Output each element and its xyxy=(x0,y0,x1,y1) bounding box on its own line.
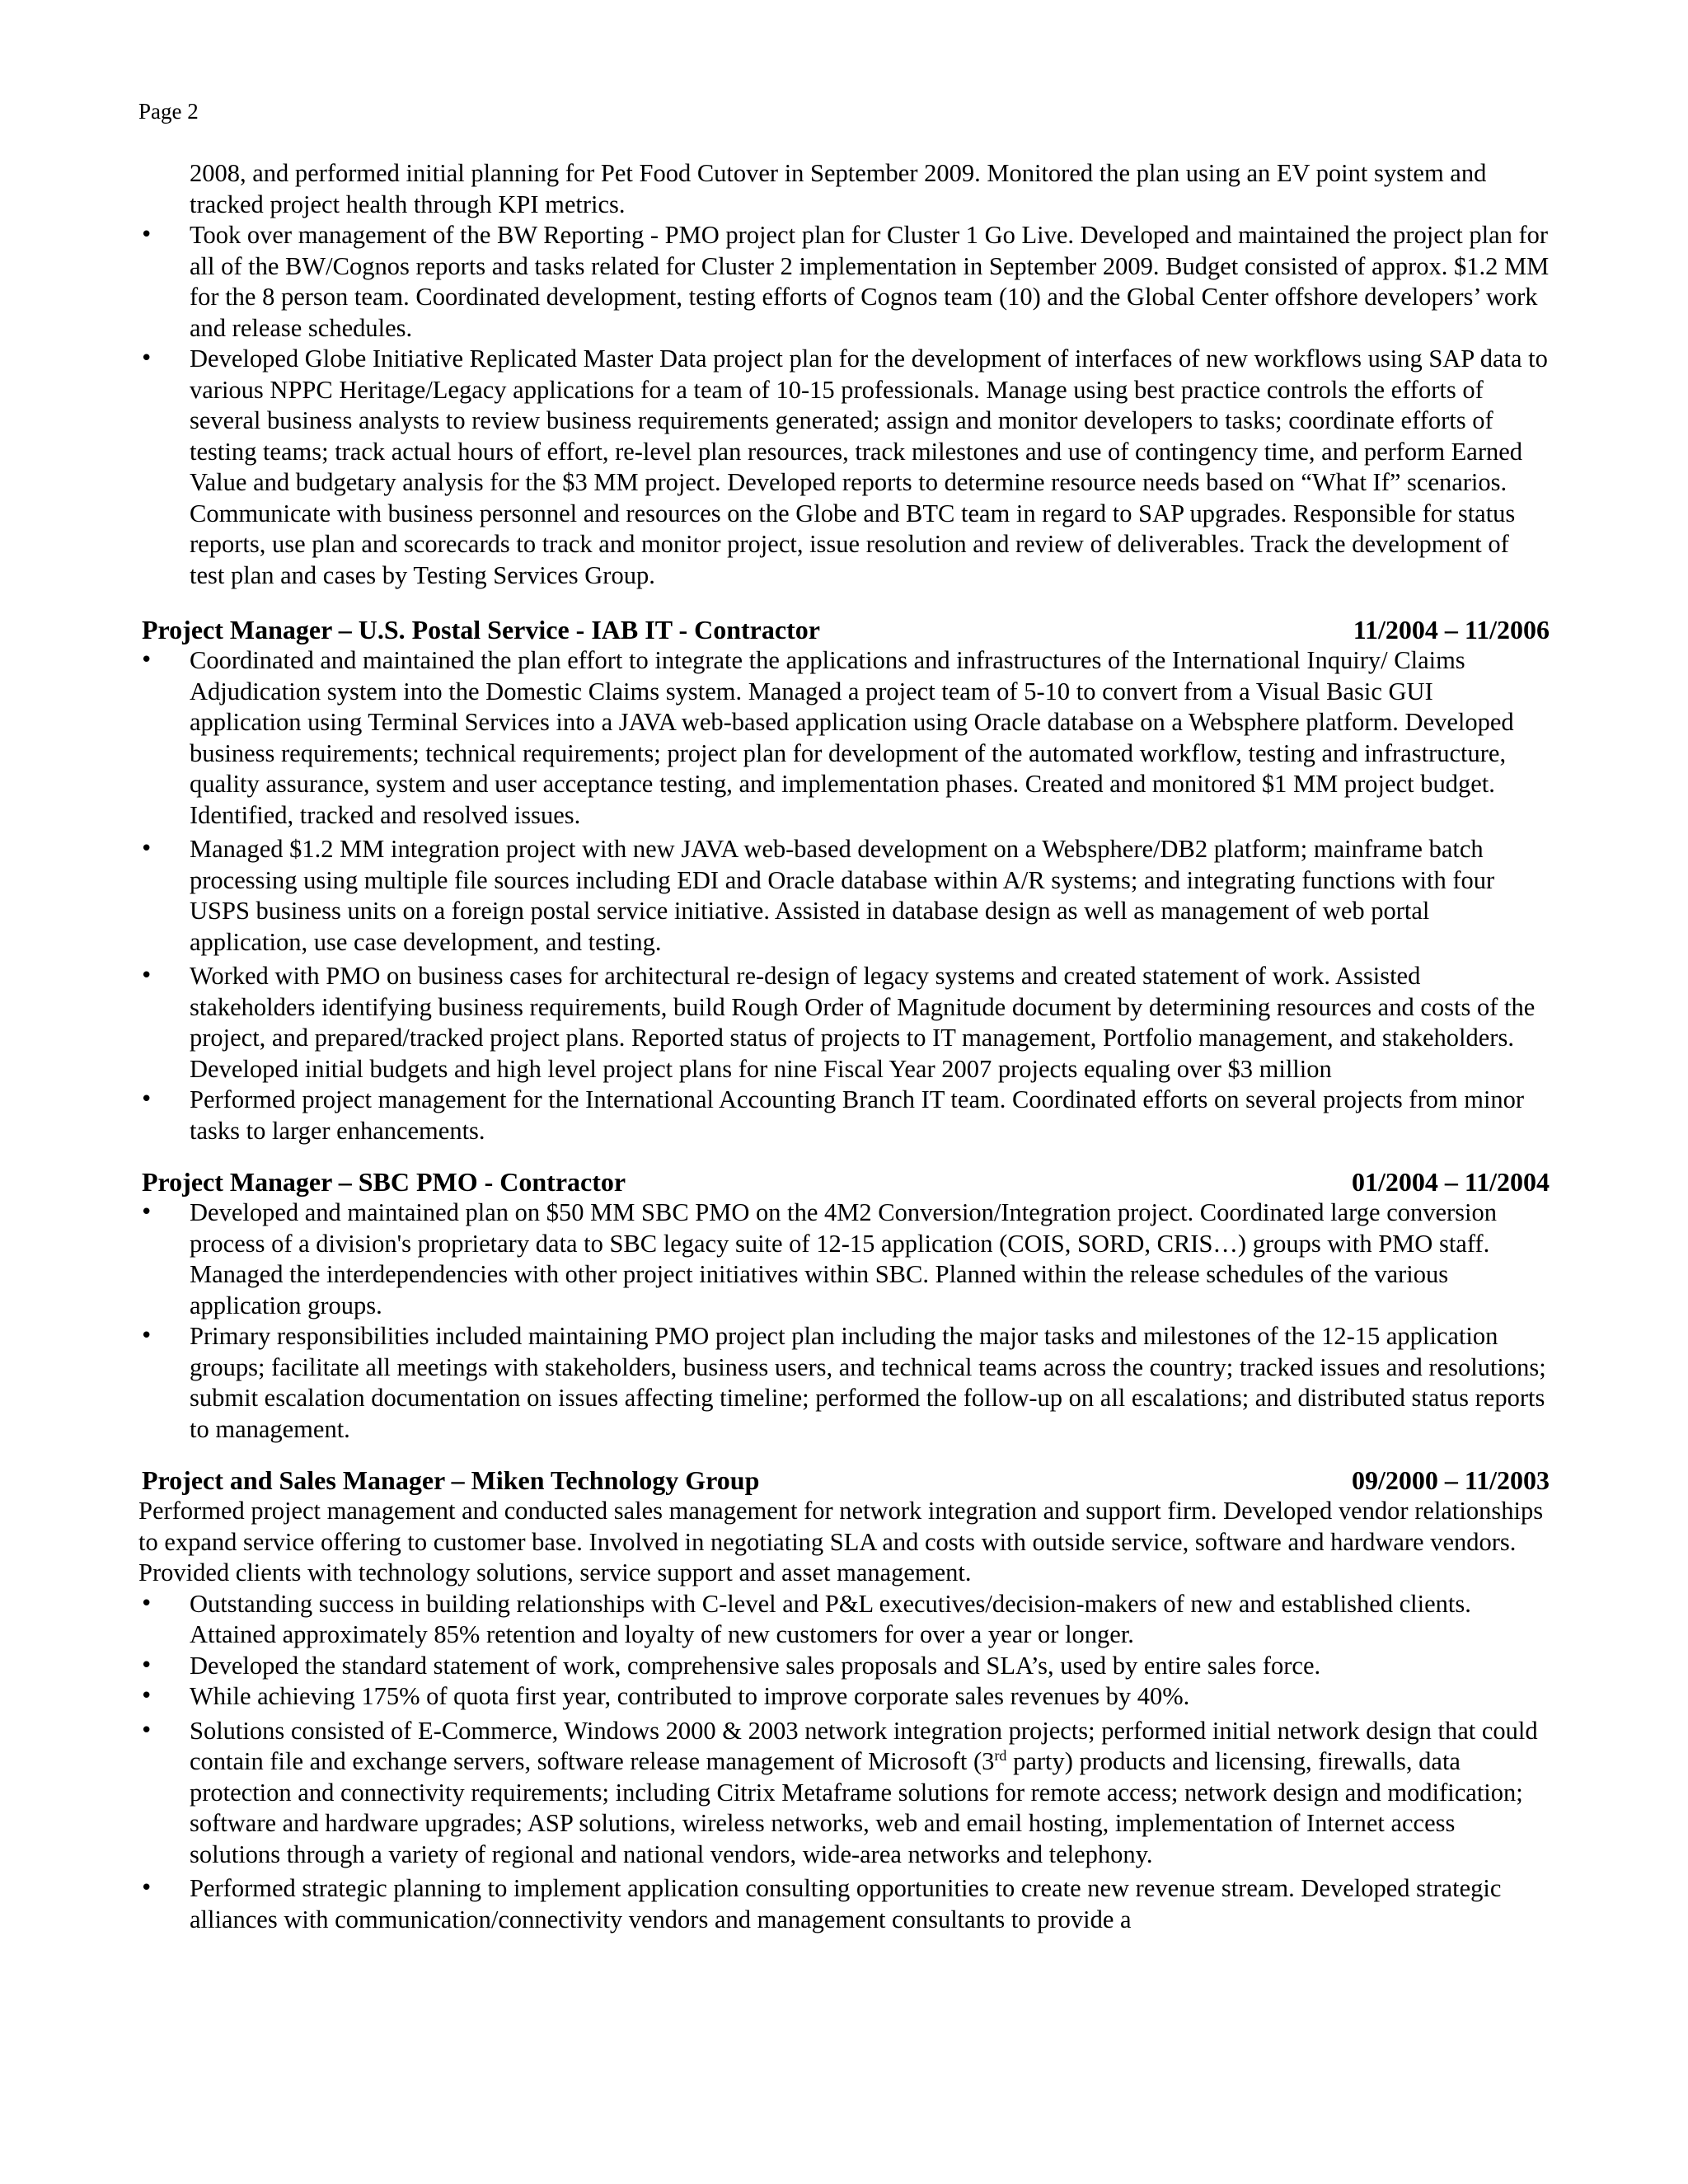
job-header-miken xyxy=(138,1465,1550,1496)
list-item: • Coordinated and maintained the plan effort to integrate the applications and infrastructures of the International Inquiry/ Claims Adjudication system into the Domestic Claims system. Managed a project team of 5-10 to convert from a Visual Basic GUI application using Terminal Services into a JAVA web-based application using Oracle database on a Websphere platform. Developed business requirements; technical requirements; project plan for development of the automated workflow, testing and infrastructure, quality assurance, system and user acceptance testing, and implementation phases. Created and monitored $1 MM project budget. Identified, tracked and resolved issues. xyxy=(138,645,1550,831)
job-header-sbc xyxy=(138,1166,1550,1197)
list-item: • Performed strategic planning to implement application consulting opportunities to create new revenue stream. Developed strategic alliances with communication/connectivity vendors and management consultants to provide a xyxy=(138,1873,1550,1935)
job-title: Project Manager – SBC PMO - Contractor xyxy=(142,1167,626,1197)
intro-continuation: 2008, and performed initial planning for Pet Food Cutover in September 2009. Monitored the plan using an EV point system and tracked project health through KPI metrics. xyxy=(190,159,1487,218)
list-item xyxy=(138,1716,1550,1871)
list-item: • Worked with PMO on business cases for architectural re-design of legacy systems and created statement of work. Assisted stakeholders identifying business requirements, build Rough Order of Magnitude document by determining resources and costs of the project, and prepared/tracked project plans. Reported status of projects to IT management, Portfolio management, and stakeholders. Developed initial budgets and high level project plans for nine Fiscal Year 2007 projects equaling over $3 million xyxy=(138,961,1550,1085)
job-header-usps xyxy=(138,614,1550,645)
resume-content xyxy=(138,158,1550,1935)
list-item: • Developed and maintained plan on $50 MM SBC PMO on the 4M2 Conversion/Integration project. Coordinated large conversion process of a division's proprietary data to SBC legacy suite of 12-15 application (COIS, SORD, CRIS…) groups with PMO staff. Managed the interdependencies with other project initiatives within SBC. Planned within the release schedules of the various application groups. xyxy=(138,1197,1550,1321)
solutions-text-before: Solutions consisted of E-Commerce, Windows 2000 & 2003 network integration projects; performed initial network design that could contain file and exchange servers, software release management of Microsoft (3 xyxy=(190,1716,1538,1775)
job-dates: 09/2000 – 11/2003 xyxy=(1351,1465,1550,1495)
job-bullets-usps xyxy=(138,645,1550,1146)
job-bullets-miken xyxy=(138,1589,1550,1936)
list-item: • Took over management of the BW Reporting - PMO project plan for Cluster 1 Go Live. Developed and maintained the project plan for all of the BW/Cognos reports and tasks related for Cluster 2 implementation in September 2009. Budget consisted of approx. $1.2 MM for the 8 person team. Coordinated development, testing efforts of Cognos team (10) and the Global Center offshore developers’ work and release schedules. xyxy=(138,220,1550,344)
list-item: • Outstanding success in building relationships with C-level and P&L executives/decision-makers of new and established clients. Attained approximately 85% retention and loyalty of new customers for over a year or longer. xyxy=(138,1589,1550,1651)
intro-bullet-list xyxy=(138,220,1550,591)
job-title: Project Manager – U.S. Postal Service - IAB IT - Contractor xyxy=(142,615,820,644)
list-item: • Developed the standard statement of work, comprehensive sales proposals and SLA’s, used by entire sales force. xyxy=(138,1651,1550,1682)
list-item: • Performed project management for the International Accounting Branch IT team. Coordinated efforts on several projects from minor tasks to larger enhancements. xyxy=(138,1085,1550,1146)
list-item: • While achieving 175% of quota first year, contributed to improve corporate sales revenues by 40%. xyxy=(138,1681,1550,1713)
list-item: • Developed Globe Initiative Replicated Master Data project plan for the development of interfaces of new workflows using SAP data to various NPPC Heritage/Legacy applications for a team of 10-15 professionals. Manage using best practice controls the efforts of several business analysts to review business requirements generated; assign and monitor developers to tasks; coordinate efforts of testing teams; track actual hours of effort, re-level plan resources, track milestones and use of contingency time, and perform Earned Value and budgetary analysis for the $3 MM project. Developed reports to determine resource needs based on “What If” scenarios. Communicate with business personnel and resources on the Globe and BTC team in regard to SAP upgrades. Responsible for status reports, use plan and scorecards to track and monitor project, issue resolution and review of deliverables. Track the development of test plan and cases by Testing Services Group. xyxy=(138,344,1550,591)
job-bullets-sbc xyxy=(138,1197,1550,1445)
ordinal-suffix: rd xyxy=(994,1746,1007,1764)
page-number: Page 2 xyxy=(138,99,199,124)
job-dates: 01/2004 – 11/2004 xyxy=(1351,1167,1550,1197)
list-item: • Managed $1.2 MM integration project with new JAVA web-based development on a Websphere/DB2 platform; mainframe batch processing using multiple file sources including EDI and Oracle database within A/R systems; and integrating functions with four USPS business units on a foreign postal service initiative. Assisted in database design as well as management of web portal application, use case development, and testing. xyxy=(138,834,1550,958)
solutions-text-after: party) products and licensing, firewalls, data protection and connectivity requirements; including Citrix Metaframe solutions for remote access; network design and modification; software and hardware upgrades; ASP solutions, wireless networks, web and email hosting, implementation of Internet access solutions through a variety of regional and national vendors, wide-area networks and telephony. xyxy=(190,1747,1523,1868)
job-summary: Performed project management and conducted sales management for network integration and support firm. Developed vendor relationships to expand service offering to customer base. Involved in negotiating SLA and costs with outside service, software and hardware vendors. Provided clients with technology solutions, service support and asset management. xyxy=(138,1497,1544,1586)
job-title: Project and Sales Manager – Miken Technology Group xyxy=(142,1465,760,1495)
job-dates: 11/2004 – 11/2006 xyxy=(1353,615,1550,644)
list-item: • Primary responsibilities included maintaining PMO project plan including the major tasks and milestones of the 12-15 application groups; facilitate all meetings with stakeholders, business users, and technical teams across the country; tracked issues and resolutions; submit escalation documentation on issues affecting timeline; performed the follow-up on all escalations; and distributed status reports to management. xyxy=(138,1321,1550,1445)
